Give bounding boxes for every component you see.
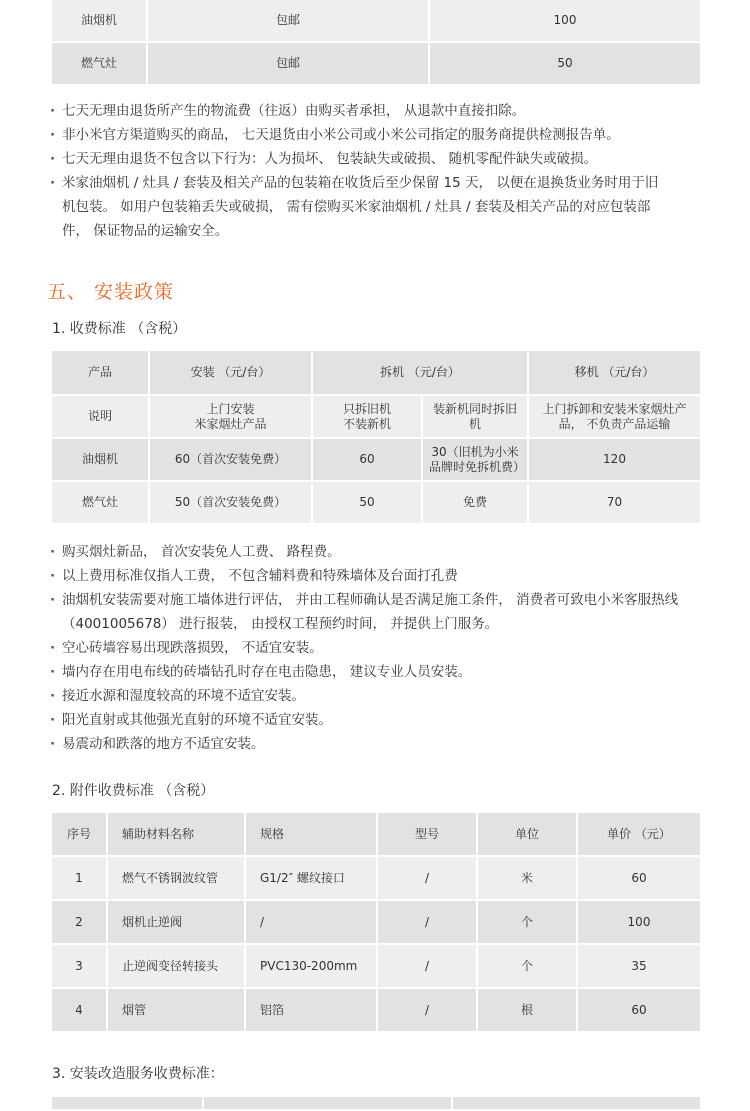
table-cell: 60	[578, 989, 700, 1031]
table-cell: 上门拆卸和安装米家烟灶产品， 不负责产品运输	[529, 396, 700, 437]
list-item: · 墙内存在用电布线的砖墙钻孔时存在电击隐患， 建议专业人员安装。	[50, 660, 720, 684]
sub-heading-accessory-fee: 2. 附件收费标准 （含税）	[52, 783, 215, 799]
table-cell: 个	[478, 945, 576, 987]
table-cell: /	[378, 901, 476, 943]
renovation-fee-table	[50, 1095, 702, 1111]
table-cell: 油烟机	[52, 439, 148, 480]
table-cell: 说明	[52, 396, 148, 437]
table-row	[52, 0, 700, 41]
table-cell: 50（首次安装免费）	[150, 482, 311, 523]
table-cell: 燃气灶	[52, 482, 148, 523]
table-row	[52, 396, 700, 437]
header-cell	[453, 1097, 700, 1109]
table-cell: /	[246, 901, 376, 943]
list-item: · 易震动和跌落的地方不适宜安装。	[50, 732, 720, 756]
table-cell: /	[378, 857, 476, 899]
section-title: 五、 安装政策	[47, 281, 175, 303]
table-cell: G1/2″ 螺纹接口	[246, 857, 376, 899]
table-cell: 米	[478, 857, 576, 899]
table-header-row	[52, 1097, 700, 1109]
table-cell: 3	[52, 945, 106, 987]
table-cell: 烟机止逆阀	[108, 901, 244, 943]
table-cell: 包邮	[148, 0, 428, 41]
table-cell: 60	[578, 857, 700, 899]
table-cell: 50	[430, 43, 700, 84]
table-cell: 50	[313, 482, 421, 523]
header-cell: 单位	[478, 813, 576, 855]
list-item: · 购买烟灶新品， 首次安装免人工费、 路程费。	[50, 540, 720, 564]
list-item: · 以上费用标准仅指人工费， 不包含辅料费和特殊墙体及台面打孔费	[50, 564, 720, 588]
list-item: · 油烟机安装需要对施工墙体进行评估， 并由工程师确认是否满足施工条件， 消费者可致电小米客服热线 （4001005678） 进行报装， 由授权工程预约时间， 并提供上门服务。	[50, 588, 712, 636]
header-cell: 辅助材料名称	[108, 813, 244, 855]
table-cell: /	[378, 945, 476, 987]
shipping-fee-table	[50, 0, 702, 86]
list-item: · 米家油烟机 / 灶具 / 套装及相关产品的包装箱在收货后至少保留 15 天， 以便在退换货业务时用于旧机包装。 如用户包装箱丢失或破损， 需有偿购买米家油烟机 / 灶具 / 套装及相关产品的对应包装部件， 保证物品的运输安全。	[50, 171, 662, 243]
table-cell: 根	[478, 989, 576, 1031]
table-row	[52, 989, 700, 1031]
header-cell: 安装 （元/台）	[150, 351, 311, 394]
header-cell: 单价 （元）	[578, 813, 700, 855]
table-header-row	[52, 813, 700, 855]
list-item: · 非小米官方渠道购买的商品， 七天退货由小米公司或小米公司指定的服务商提供检测报告单。	[50, 123, 720, 147]
list-item: · 阳光直射或其他强光直射的环境不适宜安装。	[50, 708, 720, 732]
list-item: · 七天无理由退货不包含以下行为：人为损坏、 包装缺失或破损、 随机零配件缺失或破损。	[50, 147, 720, 171]
header-cell: 拆机 （元/台）	[313, 351, 527, 394]
table-cell: 2	[52, 901, 106, 943]
table-cell: 60	[313, 439, 421, 480]
install-fee-table	[50, 349, 702, 525]
table-cell: 100	[578, 901, 700, 943]
table-cell: 上门安装 米家烟灶产品	[150, 396, 311, 437]
list-item: · 空心砖墙容易出现跌落损毁， 不适宜安装。	[50, 636, 720, 660]
sub-heading-fee-standard: 1. 收费标准 （含税）	[52, 321, 187, 337]
table-cell: 烟管	[108, 989, 244, 1031]
table-header-row	[52, 351, 700, 394]
table-cell: 120	[529, 439, 700, 480]
accessory-fee-table	[50, 811, 702, 1033]
table-cell: /	[378, 989, 476, 1031]
table-cell: 燃气灶	[52, 43, 146, 84]
table-row	[52, 439, 700, 480]
table-cell: 30（旧机为小米品牌时免拆机费）	[423, 439, 527, 480]
table-cell: 装新机同时拆旧机	[423, 396, 527, 437]
list-item: · 七天无理由退货所产生的物流费（往返）由购买者承担， 从退款中直接扣除。	[50, 99, 720, 123]
table-row	[52, 482, 700, 523]
header-cell	[204, 1097, 451, 1109]
table-cell: 35	[578, 945, 700, 987]
table-cell: 免费	[423, 482, 527, 523]
table-cell: 4	[52, 989, 106, 1031]
header-cell: 序号	[52, 813, 106, 855]
table-cell: PVC130-200mm	[246, 945, 376, 987]
table-cell: 油烟机	[52, 0, 146, 41]
table-cell: 70	[529, 482, 700, 523]
table-cell: 止逆阀变径转接头	[108, 945, 244, 987]
table-cell: 铝箔	[246, 989, 376, 1031]
sub-heading-renovation-fee: 3. 安装改造服务收费标准：	[52, 1066, 224, 1082]
install-notes-list	[50, 540, 720, 756]
table-cell: 燃气不锈钢波纹管	[108, 857, 244, 899]
list-item: · 接近水源和湿度较高的环境不适宜安装。	[50, 684, 720, 708]
table-cell: 只拆旧机 不装新机	[313, 396, 421, 437]
table-cell: 60（首次安装免费）	[150, 439, 311, 480]
table-row	[52, 945, 700, 987]
table-cell: 包邮	[148, 43, 428, 84]
header-cell: 产品	[52, 351, 148, 394]
table-cell: 100	[430, 0, 700, 41]
header-cell	[52, 1097, 202, 1109]
return-notes-list	[50, 99, 720, 243]
table-row	[52, 901, 700, 943]
header-cell: 移机 （元/台）	[529, 351, 700, 394]
table-row	[52, 857, 700, 899]
header-cell: 型号	[378, 813, 476, 855]
table-cell: 1	[52, 857, 106, 899]
header-cell: 规格	[246, 813, 376, 855]
table-row	[52, 43, 700, 84]
table-cell: 个	[478, 901, 576, 943]
